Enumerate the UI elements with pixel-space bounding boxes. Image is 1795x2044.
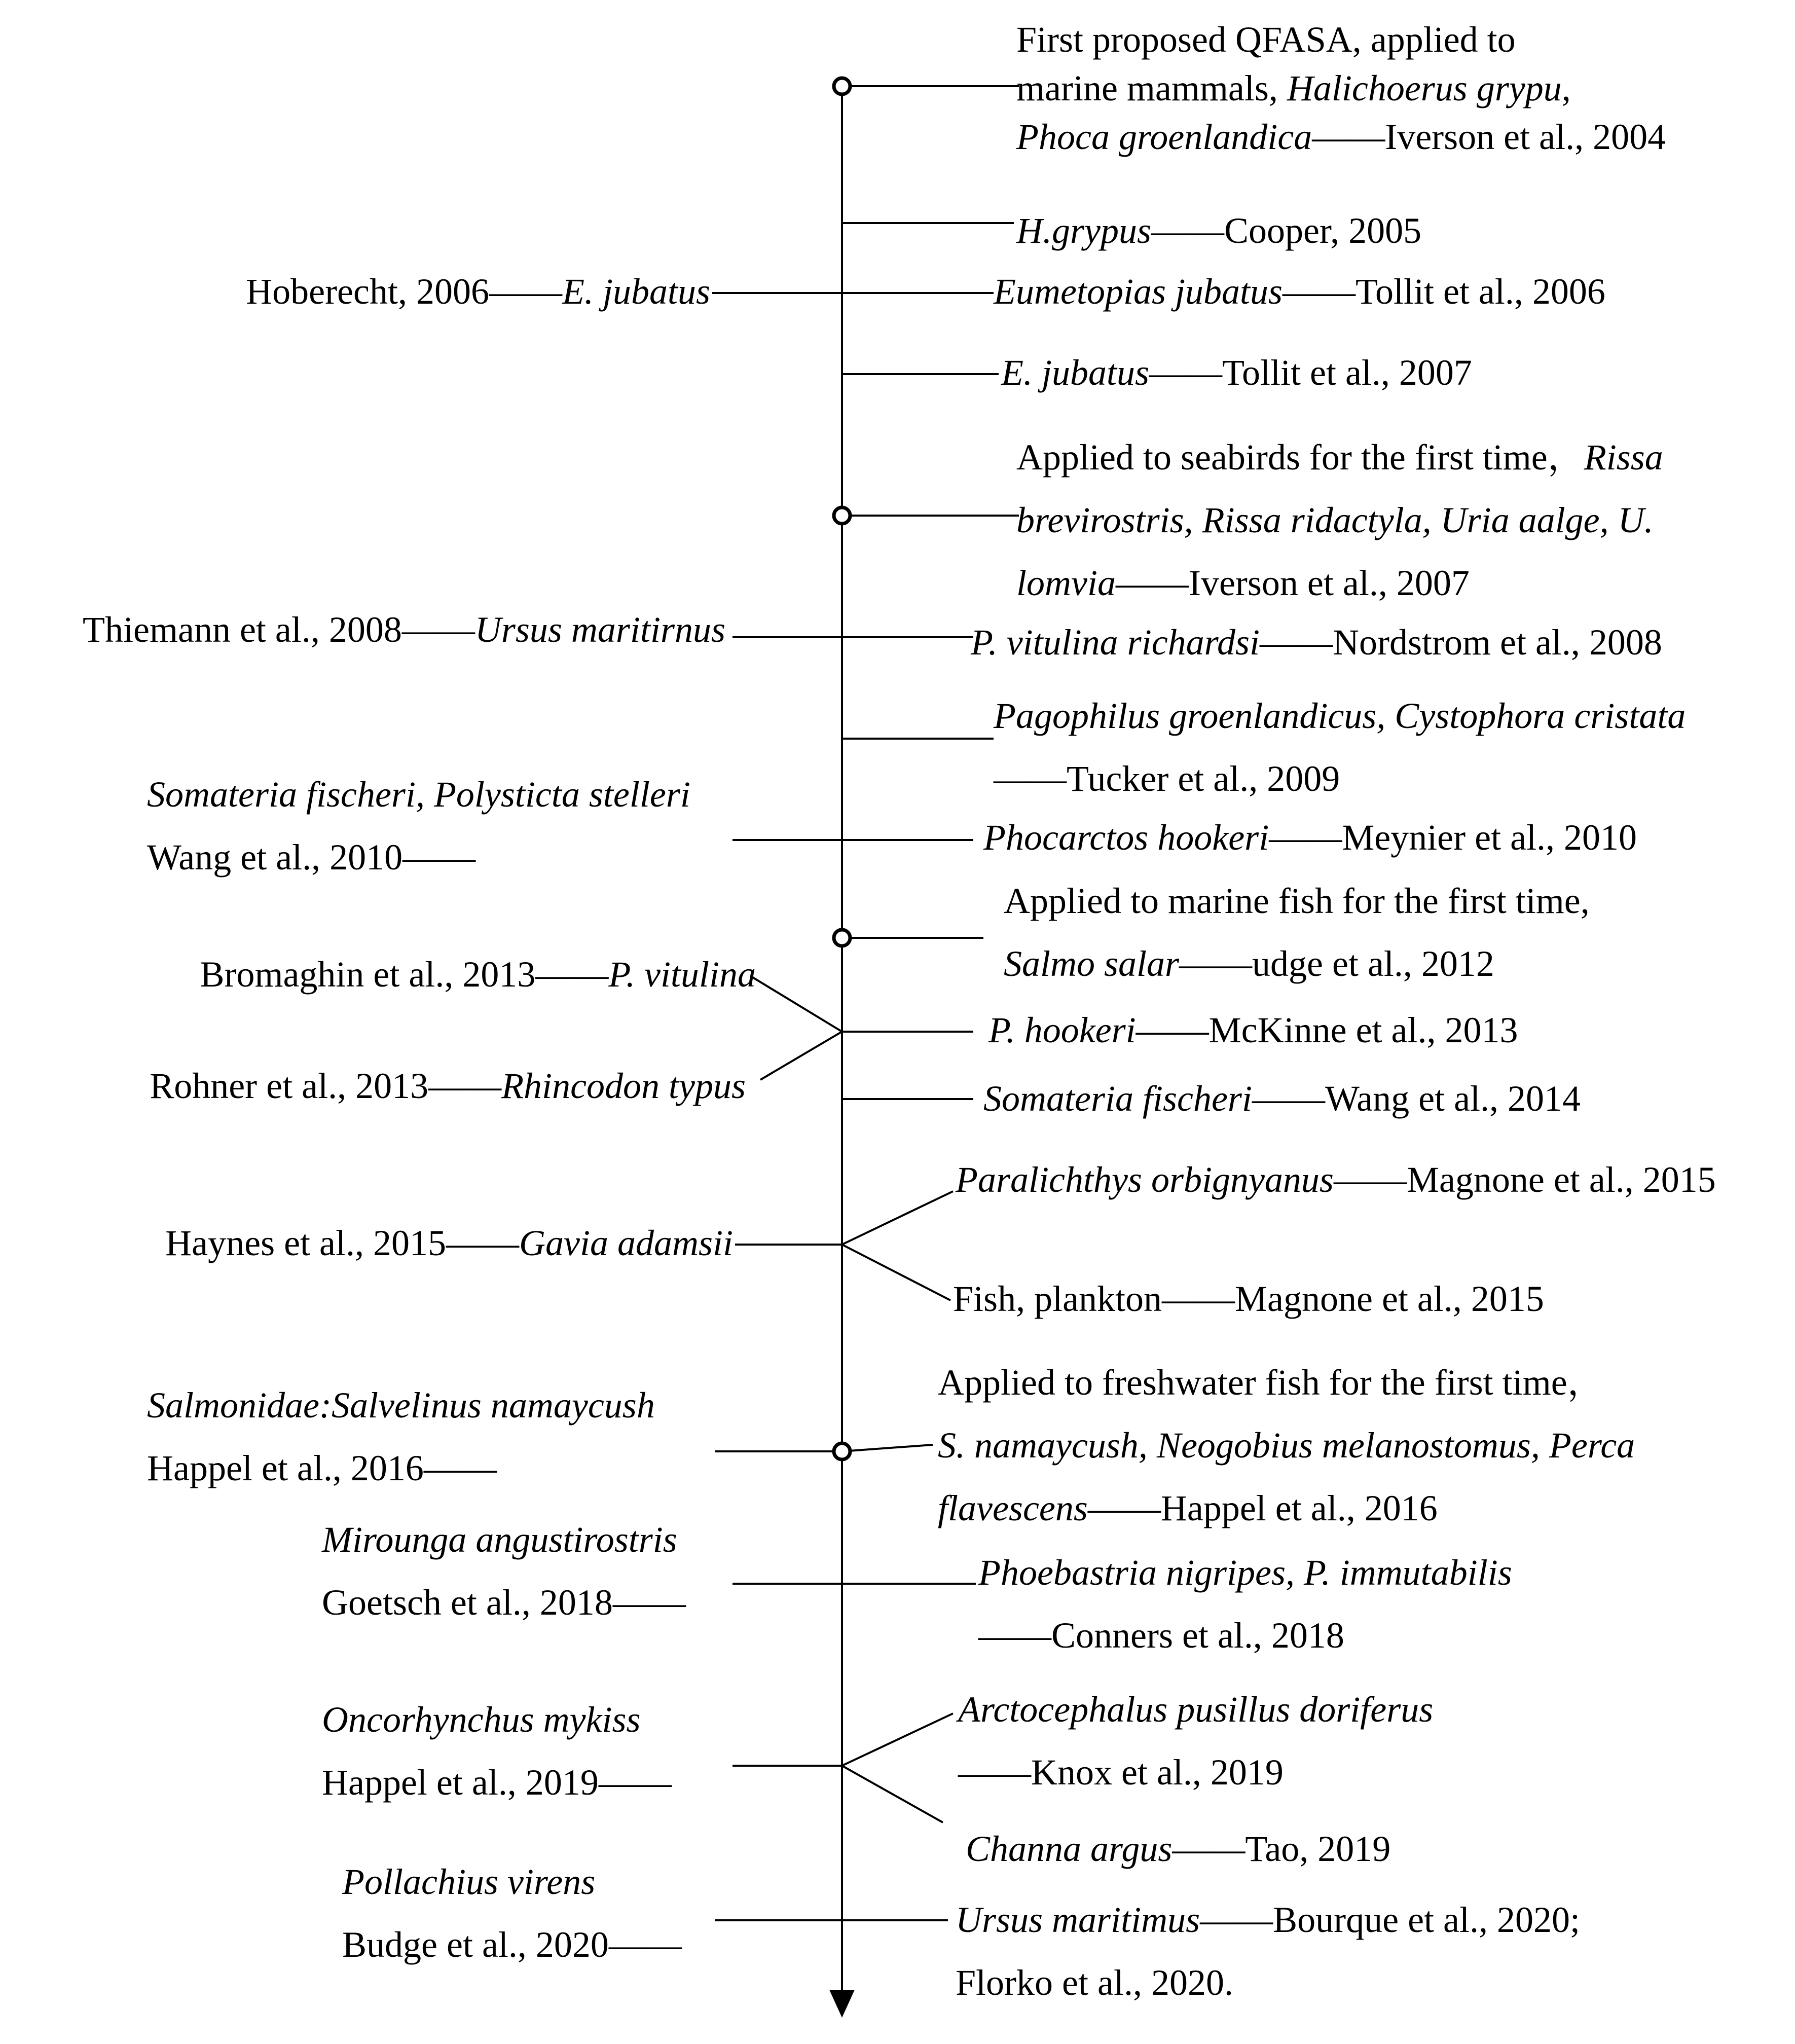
label-line xyxy=(953,1267,1544,1330)
label-text: ——Tollit et al., 2006 xyxy=(1283,271,1605,312)
label-e2 xyxy=(1016,199,1421,262)
label-line xyxy=(200,943,756,1006)
label-line xyxy=(956,1888,1580,1951)
label-line xyxy=(165,1212,733,1274)
species-name: Rissa xyxy=(1584,437,1663,478)
milestone-marker-freshwater-fish xyxy=(834,1443,850,1459)
species-name: P. vitulina xyxy=(608,954,756,995)
label-e16 xyxy=(983,1067,1581,1130)
species-name: Rhincodon typus xyxy=(501,1066,746,1106)
label-text: ——McKinne et al., 2013 xyxy=(1135,1010,1518,1050)
label-line xyxy=(1016,15,1666,64)
label-text: ——Happel et al., 2016 xyxy=(1087,1488,1438,1528)
label-line xyxy=(966,1817,1390,1880)
label-text: Wang et al., 2010—— xyxy=(147,837,476,878)
label-text: Thiemann et al., 2008—— xyxy=(83,609,475,650)
label-e5 xyxy=(1001,341,1472,404)
label-text: ——Knox et al., 2019 xyxy=(958,1752,1284,1793)
species-name: Gavia adamsii xyxy=(519,1223,733,1263)
label-e28 xyxy=(956,1888,1580,2014)
species-name: Salmo salar xyxy=(1004,943,1180,984)
label-line xyxy=(147,763,690,826)
connector-e15 xyxy=(760,1032,842,1080)
label-line xyxy=(1004,869,1590,932)
label-e25 xyxy=(322,1688,672,1814)
label-line xyxy=(1016,426,1663,489)
species-name: Oncorhynchus mykiss xyxy=(322,1699,641,1740)
label-line xyxy=(322,1688,672,1751)
label-text: First proposed QFASA, applied to xyxy=(1016,19,1516,60)
connector-e17 xyxy=(842,1191,953,1245)
species-name: Paralichthys orbignyanus xyxy=(956,1159,1334,1200)
label-line xyxy=(147,1437,655,1500)
label-line xyxy=(994,684,1686,747)
label-line xyxy=(147,826,690,889)
label-line xyxy=(322,1508,686,1571)
species-name: Phoca groenlandica xyxy=(1016,117,1312,157)
label-text: Hoberecht, 2006—— xyxy=(246,271,562,312)
species-name: H.grypus xyxy=(1016,210,1151,251)
label-e17 xyxy=(956,1148,1716,1211)
label-line xyxy=(978,1541,1512,1604)
label-line xyxy=(342,1913,682,1976)
label-e8 xyxy=(971,611,1662,674)
label-text: ——Tollit et al., 2007 xyxy=(1149,352,1472,393)
label-text: Haynes et al., 2015—— xyxy=(165,1223,520,1263)
label-e4 xyxy=(994,260,1605,323)
label-line xyxy=(1016,199,1421,262)
label-text: ——Meynier et al., 2010 xyxy=(1269,817,1637,858)
label-text: Fish, plankton——Magnone et al., 2015 xyxy=(953,1279,1544,1319)
label-e27 xyxy=(342,1850,682,1976)
species-name: brevirostris, Rissa ridactyla, Uria aalge, U. xyxy=(1016,500,1654,540)
label-text: ——Bourque et al., 2020; xyxy=(1200,1900,1580,1940)
label-line xyxy=(938,1414,1635,1477)
species-name: Phocarctos hookeri xyxy=(983,817,1269,858)
species-name: Mirounga angustirostris xyxy=(322,1519,677,1560)
label-text: ——Nordstrom et al., 2008 xyxy=(1260,622,1662,663)
label-text: Applied to marine fish for the first time, xyxy=(1004,881,1590,921)
timeline-arrowhead xyxy=(829,1990,855,2018)
milestone-marker-marine-fish xyxy=(834,930,850,946)
label-e13 xyxy=(200,943,756,1006)
label-text: Florko et al., 2020. xyxy=(956,1962,1233,2003)
label-line xyxy=(994,260,1605,323)
label-e7 xyxy=(83,598,725,661)
label-line xyxy=(322,1571,686,1634)
species-name: E. jubatus xyxy=(1001,352,1150,393)
species-name: S. namaycush, Neogobius melanostomus, Perca xyxy=(938,1425,1635,1466)
connector-e20 xyxy=(842,1445,933,1451)
label-e12 xyxy=(1004,869,1590,995)
milestone-marker-marine-mammals xyxy=(834,78,850,94)
label-e14 xyxy=(988,999,1518,1062)
label-line xyxy=(322,1751,672,1814)
species-name: Channa argus xyxy=(966,1829,1173,1869)
label-e6 xyxy=(1016,426,1663,614)
species-name: Ursus maritimus xyxy=(956,1900,1200,1940)
connector-e24 xyxy=(842,1713,953,1766)
species-name: E. jubatus xyxy=(562,271,710,312)
label-text: ——Conners et al., 2018 xyxy=(978,1615,1344,1656)
label-text: ——Cooper, 2005 xyxy=(1151,210,1422,251)
label-text: Happel et al., 2019—— xyxy=(322,1762,672,1803)
label-e26 xyxy=(966,1817,1390,1880)
label-e1 xyxy=(1016,15,1666,161)
label-e11 xyxy=(983,806,1637,869)
label-e18 xyxy=(165,1212,733,1274)
label-line xyxy=(1001,341,1472,404)
label-text: ——Iverson et al., 2007 xyxy=(1115,563,1470,603)
label-e22 xyxy=(322,1508,686,1634)
label-line xyxy=(1016,489,1663,552)
label-line xyxy=(1016,552,1663,614)
label-line xyxy=(983,806,1637,869)
label-e3 xyxy=(246,260,710,323)
label-text: ——Tucker et al., 2009 xyxy=(994,758,1340,799)
species-name: Eumetopias jubatus xyxy=(994,271,1283,312)
label-line xyxy=(150,1054,746,1117)
label-line xyxy=(1016,113,1666,161)
species-name: flavescens xyxy=(938,1488,1088,1528)
species-name: Phoebastria nigripes, P. immutabilis xyxy=(978,1552,1512,1593)
label-line xyxy=(83,598,725,661)
label-line xyxy=(956,1148,1716,1211)
species-name: P. hookeri xyxy=(988,1010,1136,1050)
label-line xyxy=(147,1374,655,1437)
label-line xyxy=(938,1477,1635,1540)
species-name: Salmonidae:Salvelinus namaycush xyxy=(147,1385,655,1426)
label-text: Applied to freshwater fish for the first time， xyxy=(938,1362,1604,1403)
label-text: Rohner et al., 2013—— xyxy=(150,1066,502,1106)
species-name: Somateria fischeri xyxy=(983,1078,1252,1119)
label-text: Goetsch et al., 2018—— xyxy=(322,1582,686,1623)
label-e23 xyxy=(978,1541,1512,1667)
label-text: Happel et al., 2016—— xyxy=(147,1448,497,1488)
milestone-marker-seabirds xyxy=(834,507,850,524)
label-line xyxy=(938,1351,1635,1414)
label-text: marine mammals, xyxy=(1016,68,1287,108)
label-text: ——Wang et al., 2014 xyxy=(1252,1078,1581,1119)
label-text: Budge et al., 2020—— xyxy=(342,1924,682,1965)
label-line xyxy=(342,1850,682,1913)
species-name: lomvia xyxy=(1016,563,1116,603)
label-e21 xyxy=(147,1374,655,1500)
label-text: ——Tao, 2019 xyxy=(1172,1829,1391,1869)
label-e24 xyxy=(958,1678,1433,1804)
label-text: ——Iverson et al., 2004 xyxy=(1312,117,1666,157)
label-text: Applied to seabirds for the first time， xyxy=(1016,437,1584,478)
label-line xyxy=(246,260,710,323)
species-name: P. vitulina richardsi xyxy=(971,622,1260,663)
label-e15 xyxy=(150,1054,746,1117)
label-text: ——udge et al., 2012 xyxy=(1179,943,1494,984)
label-line xyxy=(994,747,1686,810)
label-e10 xyxy=(147,763,690,889)
connector-e19 xyxy=(842,1245,950,1300)
connector-e13 xyxy=(750,976,842,1032)
label-line xyxy=(988,999,1518,1062)
species-name: Ursus maritirnus xyxy=(474,609,725,650)
label-line xyxy=(978,1604,1512,1667)
species-name: Somateria fischeri, Polysticta stelleri xyxy=(147,774,690,815)
connector-e26 xyxy=(842,1766,943,1822)
label-line xyxy=(1016,64,1666,113)
label-e9 xyxy=(994,684,1686,810)
label-line xyxy=(1004,932,1590,995)
label-line xyxy=(983,1067,1581,1130)
species-name: Halichoerus grypu xyxy=(1287,68,1562,108)
label-line xyxy=(958,1741,1433,1804)
label-text: , xyxy=(1561,68,1571,108)
label-text: Bromaghin et al., 2013—— xyxy=(200,954,609,995)
species-name: Arctocephalus pusillus doriferus xyxy=(958,1689,1434,1730)
label-text: ——Magnone et al., 2015 xyxy=(1333,1159,1716,1200)
label-e20 xyxy=(938,1351,1635,1540)
label-e19 xyxy=(953,1267,1544,1330)
species-name: Pollachius virens xyxy=(342,1862,596,1902)
label-line xyxy=(958,1678,1433,1741)
species-name: Pagophilus groenlandicus, Cystophora cristata xyxy=(994,696,1686,736)
label-line xyxy=(956,1951,1580,2014)
label-line xyxy=(971,611,1662,674)
